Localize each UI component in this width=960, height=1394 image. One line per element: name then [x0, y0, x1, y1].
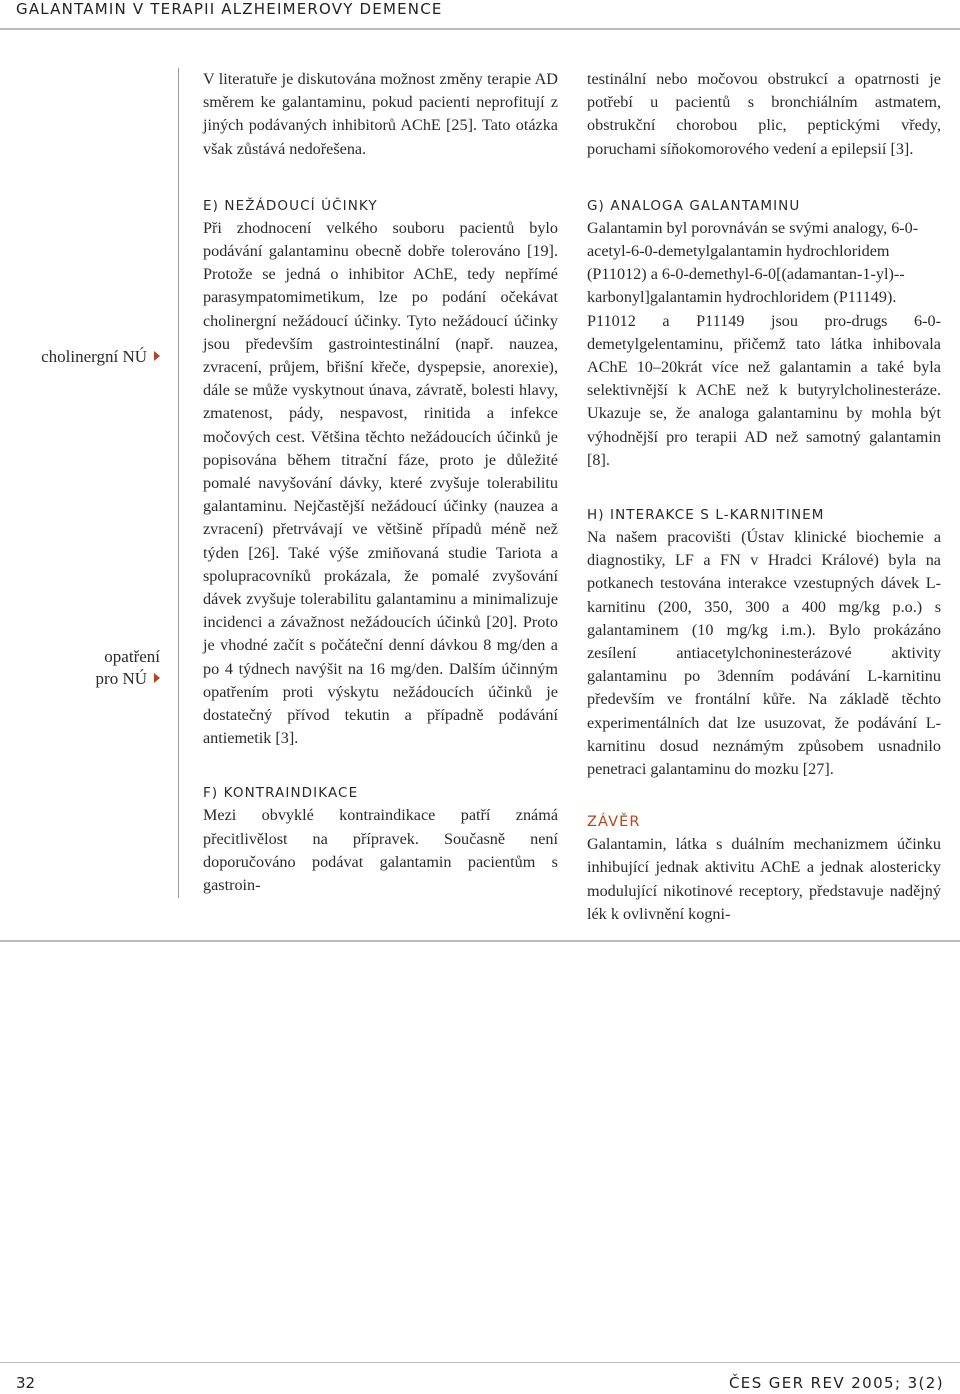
margin-note-line: pro NÚ [96, 668, 160, 690]
margin-note-line: opatření [104, 647, 160, 666]
footer-rule [0, 1362, 960, 1363]
section-heading-l-carnitine: H) INTERAKCE S L-KARNITINEM [587, 507, 825, 524]
column-divider [178, 68, 179, 898]
right-column [587, 68, 941, 926]
running-title: GALANTAMIN V TERAPII ALZHEIMEROVY DEMENCE [16, 0, 443, 18]
section-body-analogues-2: P11012 a P11149 jsou pro-drugs 6-0-demetylgelentaminu, přičemž tato látka inhibovala AChE 10–20krát více než galantamin a také byla selektivnější k AChE než k butyrylcholinesteráze. Ukazuje se, že analoga galantaminu by mohla být výhodnější pro terapii AD než samotný galantamin [8]. [587, 311, 941, 469]
section-heading-analogues: G) ANALOGA GALANTAMINU [587, 197, 801, 214]
margin-note-label: cholinergní NÚ [41, 347, 147, 366]
triangle-marker-icon [154, 351, 160, 361]
section-heading-conclusion: ZÁVĚR [587, 814, 641, 831]
section-body-adverse-effects: Při zhodnocení velkého souboru pacientů bylo podávání galantaminu obecně dobře tolerováno [19]. Protože se jedná o inhibitor AChE, tedy nepřímé parasympatomimetikum, lze po podání očekávat cholinergní nežádoucí účinky. Tyto nežádoucí účinky jsou především gastrointestinální (např. nauzea, zvracení, průjem, břišní křeče, dyspepsie, anorexie), dále se může vyskytnout únava, závratě, bolesti hlavy, zmatenost, pády, nespavost, rinitida a infekce močových cest. Většina těchto nežádoucích účinků je popisována během titrační fáze, proto je důležité pomalé navyšování dávky, které zvyšuje tolerabilitu galantaminu. Nejčastější nežádoucí účinky (nauzea a zvracení) přetrvávají ve většině případů méně než týden [26]. Také výše zmiňovaná studie Tariota a spolupracovníků prokázala, že pomalé zvyšování dávek zvyšuje tolerabilitu galantaminu a minimalizuje incidenci a závažnost nežádoucích účinků [20]. Proto je vhodné začít s počáteční denní dávkou 8 mg/den a po 4 týdnech navýšit na 16 mg/den. Dalším účinným opatřením proti výskytu nežádoucích účinků je dostatečný přívod tekutin a případně podávání antiemetik [3]. [203, 218, 558, 748]
section-heading-contraindications: F) KONTRAINDIKACE [203, 785, 359, 802]
content-end-rule [0, 940, 960, 942]
continuation-paragraph: testinální nebo močovou obstrukcí a opatrnosti je potřebí u pacientů s bronchiálním astmatem, obstrukční chorobou plic, peptickými vředy, poruchami síňokomorového vedení a epilepsií [3]. [587, 70, 941, 158]
intro-paragraph: V literatuře je diskutována možnost změny terapie AD směrem ke galantaminu, pokud pacienti neprofitují z jiných podávaných inhibitorů AChE [25]. Tato otázka však zůstává nedořešena. [203, 70, 558, 158]
section-heading-adverse-effects: E) NEŽÁDOUCÍ ÚČINKY [203, 197, 378, 214]
section-body-conclusion: Galantamin, látka s duálním mechanizmem účinku inhibující jednak aktivitu AChE a jednak alostericky modulující nikotinové receptory, představuje nadějný lék k ovlivnění kogni- [587, 835, 941, 923]
margin-note-measures [96, 646, 160, 690]
section-body-analogues: Galantamin byl porovnáván se svými analogy, 6-0-acetyl-6-0-demetylgalantamin hydrochloridem (P11012) a 6-0-demethyl-6-0[(adamantan-1-yl)--karbonyl]galantamin hydrochloridem (P11149). [587, 218, 919, 307]
journal-citation: ČES GER REV 2005; 3(2) [728, 1374, 944, 1392]
section-body-l-carnitine: Na našem pracovišti (Ústav klinické biochemie a diagnostiky, LF a FN v Hradci Králové) byla na potkanech testována interakce vzestupných dávek L-karnitinu (200, 350, 300 a 400 mg/kg p.o.) s galantaminem (10 mg/kg i.m.). Bylo prokázáno zesílení antiacetylchoninesterázové aktivity galantaminu po 3denním podávání L-karnitinu především ve frontální kůře. Na základě těchto experimentálních dat lze usuzovat, že podávání L-karnitinu dosud neznámým způsobem usnadnilo penetraci galantaminu do mozku [27]. [587, 528, 941, 779]
left-column [203, 68, 558, 897]
section-body-contraindications: Mezi obvyklé kontraindikace patří známá přecitlivělost na přípravek. Současně není doporučováno podávat galantamin pacientům s gastroin- [203, 806, 558, 895]
page-number: 32 [16, 1374, 36, 1392]
margin-note-cholinergic [41, 346, 160, 368]
top-rule [0, 28, 960, 30]
triangle-marker-icon [154, 673, 160, 683]
